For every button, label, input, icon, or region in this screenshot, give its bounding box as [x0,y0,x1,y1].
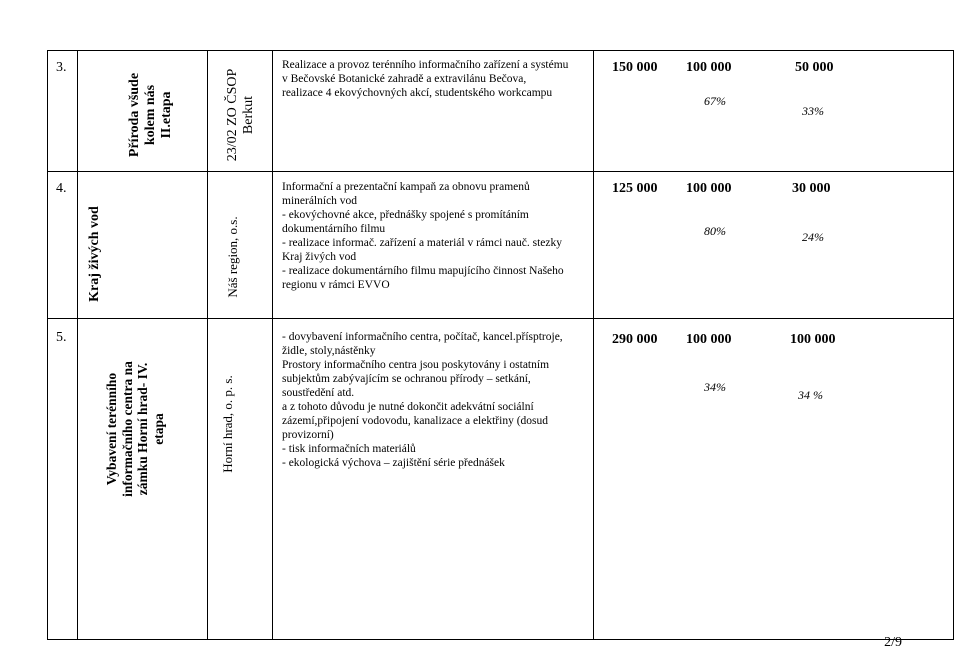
grid-line [47,50,48,640]
applicant-name: 23/02 ZO ČSOP Berkut [225,68,257,162]
total-amount: 150 000 [612,60,658,75]
own-amount: 30 000 [792,181,831,196]
own-percent: 34 % [798,388,823,402]
project-description: Informační a prezentační kampaň za obnovu pramenů minerálních vod - ekovýchovné akce, přednášky spojené s promítáním dokumentárního filmu - realizace informač. zařízení a materiál v rámci nauč. stezky Kraj živých vod - realizace dokumentárního filmu mapujícího činnost Našeho regionu v rámci EVVO [282,181,564,291]
total-amount: 125 000 [612,181,658,196]
requested-amount: 100 000 [686,60,732,75]
project-description: Realizace a provoz terénního informačního zařízení a systému v Bečovské Botanické zahradě a extravilánu Bečova, realizace 4 ekovýchovných akcí, studentského workcampu [282,59,569,99]
project-name: Příroda všude kolem nás II.etapa [127,72,175,158]
grid-line [953,50,954,640]
requested-amount: 100 000 [686,332,732,347]
project-name: Kraj živých vod [87,206,102,302]
row-number: 5. [56,330,67,345]
own-amount: 100 000 [790,332,836,347]
own-percent: 24% [802,230,824,244]
grid-line [47,50,954,51]
own-amount: 50 000 [795,60,834,75]
own-percent: 33% [802,104,824,118]
applicant-name: Náš region, o.s. [225,216,240,298]
project-description: - dovybavení informačního centra, počítač, kancel.přísptroje, židle, stoly,nástěnky Prostory informačního centra jsou poskytovány i ostatním subjektům zabývajícím se ochranou přírody – setkání, soustředění atd. a z tohoto důvodu je nutné dokončit adekvátní sociální zázemí,připojení vodovodu, kanalizace a elektřiny (dosud provizorní) - tisk informačních materiálů - ekologická výchova – zajištění série přednášek [282,331,563,469]
grid-line [207,50,208,640]
grid-line [593,50,594,640]
total-amount: 290 000 [612,332,658,347]
grid-line [272,50,273,640]
requested-percent: 67% [704,94,726,108]
requested-percent: 80% [704,224,726,238]
project-name: Vybavení terénního informačního centra na zámku Horní hrad- IV. etapa [104,361,166,497]
grid-line [47,639,954,640]
grid-line [47,318,954,319]
applicant-name: Horní hrad, o. p. s. [220,375,235,473]
grid-line [47,171,954,172]
requested-amount: 100 000 [686,181,732,196]
row-number: 4. [56,181,67,196]
row-number: 3. [56,60,67,75]
grid-line [77,50,78,640]
requested-percent: 34% [704,380,726,394]
page-number: 2/9 [884,635,902,650]
